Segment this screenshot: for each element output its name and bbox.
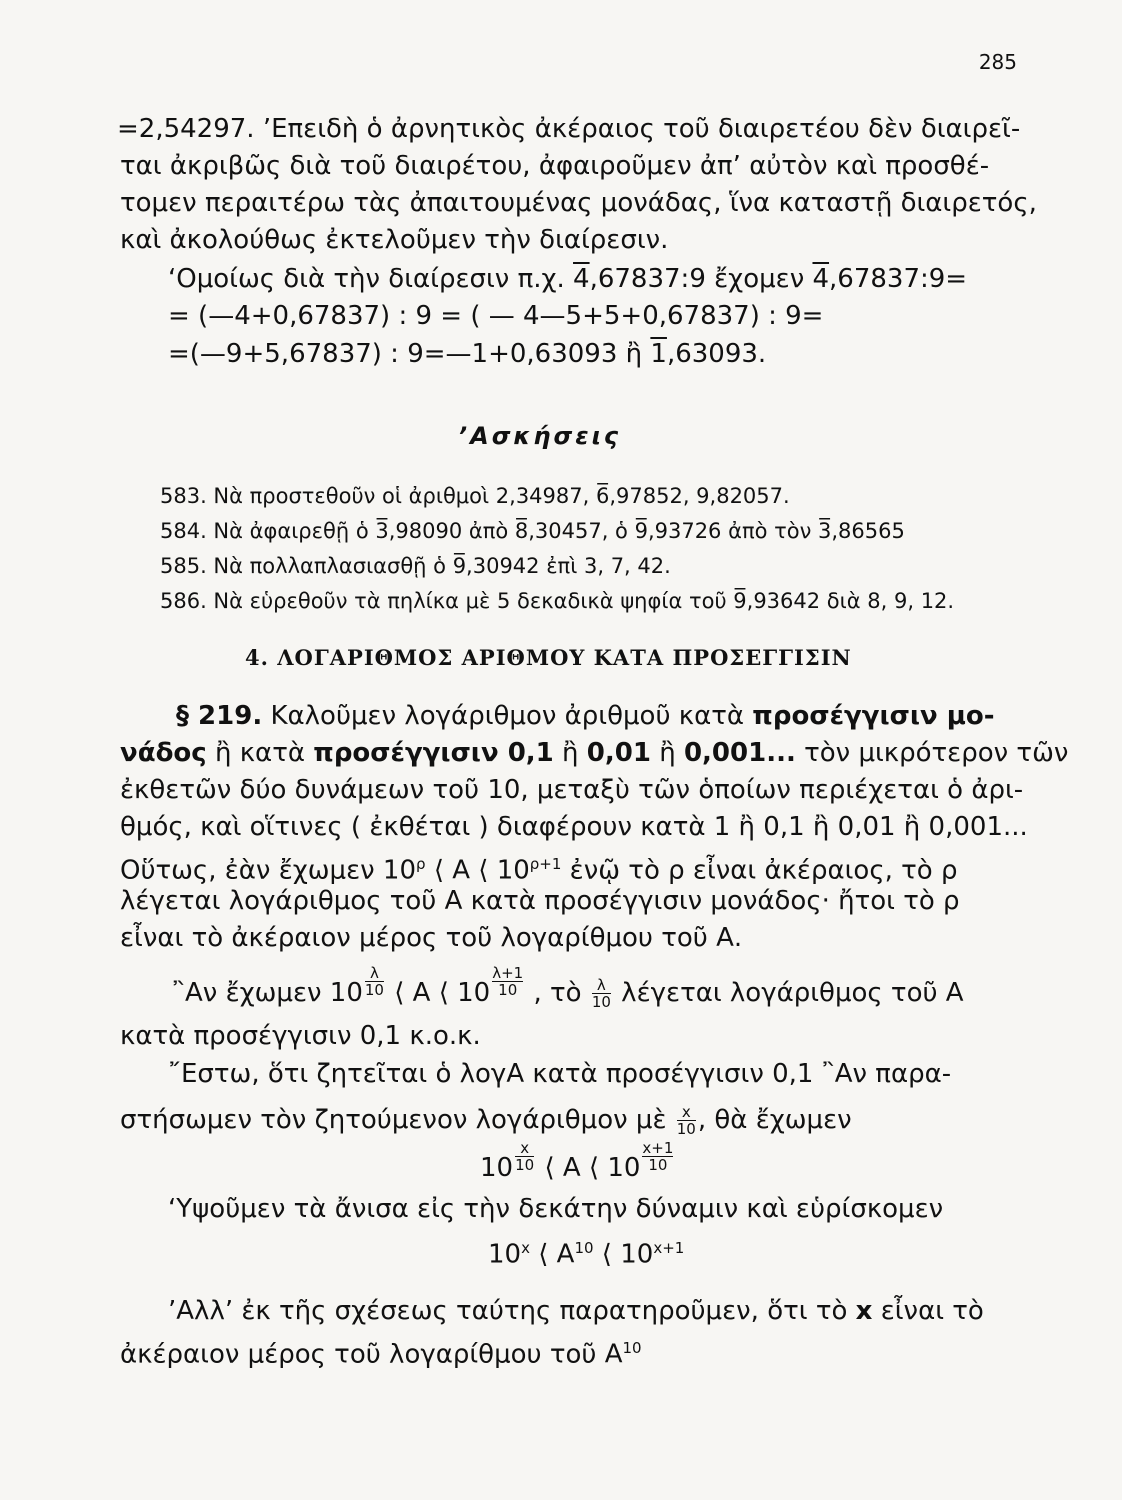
exercise-584: 584. Νὰ ἀφαιρεθῇ ὁ 3̅,98090 ἀπὸ 8̅,30457, ὁ 9̅,93726 ἀπὸ τὸν 3̅,86565	[160, 519, 905, 543]
estw-line2: στήσωμεν τὸν ζητούμενον λογάριθμον μὲ $\frac{x}{10}$ , θὰ ἔχωμεν	[120, 1103, 852, 1138]
s219-line7: εἶναι τὸ ἀκέραιον μέρος τοῦ λογαρίθμου τοῦ Α.	[120, 923, 743, 953]
s219-line2: νάδος ἢ κατὰ προσέγγισιν 0,1 ἢ 0,01 ἢ 0,001... τὸν μικρότερον τῶν	[120, 738, 1069, 768]
ypsoumen-line: ‘Υψοῦμεν τὰ ἄνισα εἰς τὴν δεκάτην δύναμιν καὶ εὑρίσκομεν	[168, 1194, 944, 1224]
para1-line2: ται ἀκριβῶς διὰ τοῦ διαιρέτου, ἀφαιροῦμεν ἀπ’ αὐτὸν καὶ προσθέ-	[120, 151, 990, 181]
s219-line3: ἐκθετῶν δύο δυνάμεων τοῦ 10, μεταξὺ τῶν ὁποίων περιέχεται ὁ ἀρι-	[120, 775, 1024, 805]
page-number: 285	[978, 50, 1017, 74]
equation-2: 10$^x$ ⟨ $A^{10}$ ⟨ $10^{x+1}$	[488, 1239, 685, 1270]
para1-line1: =2,54297. ’Επειδὴ ὁ ἀρνητικὸς ἀκέραιος τοῦ διαιρετέου δὲν διαιρεῖ-	[117, 114, 1021, 144]
para2-line3: =(—9+5,67837) : 9=—1+0,63093 ἢ 1,63093.	[168, 339, 767, 369]
exercise-585: 585. Νὰ πολλαπλασιασθῇ ὁ 9̅,30942 ἐπὶ 3, 7, 42.	[160, 554, 671, 578]
exercises-heading: ’Ασκήσεις	[458, 422, 622, 450]
para2-line1: ‘Ομοίως διὰ τὴν διαίρεσιν π.χ. 4,67837:9 ἔχομεν 4,67837:9=	[168, 264, 968, 294]
s219-line6: λέγεται λογάριθμος τοῦ Α κατὰ προσέγγισιν μονάδος· ἤτοι τὸ ρ	[120, 886, 960, 916]
para1-line4: καὶ ἀκολούθως ἐκτελοῦμεν τὴν διαίρεσιν.	[120, 225, 669, 255]
exercise-583: 583. Νὰ προστεθοῦν οἱ ἀριθμοὶ 2,34987, 6̅,97852, 9,82057.	[160, 484, 790, 508]
an-line2: κατὰ προσέγγισιν 0,1 κ.ο.κ.	[120, 1021, 481, 1051]
s219-line1: § 219. Καλοῦμεν λογάριθμον ἀριθμοῦ κατὰ προσέγγισιν μο-	[176, 701, 995, 731]
para1-line3: τομεν περαιτέρω τὰς ἀπαιτουμένας μονάδας, ἵνα καταστῇ διαιρετός,	[120, 188, 1037, 218]
an-line1: ῍Αν ἔχωμεν 10 $\frac{\lambda}{10}$ ⟨ Α ⟨ 10 $\frac{\lambda+1}{10}$ , τὸ $\frac{\lambda}{10}$ λέγεται λογάριθμος τοῦ Α	[172, 964, 964, 1011]
final-line2: ἀκέραιον μέρος τοῦ λογαρίθμου τοῦ $A^{10}$	[120, 1339, 642, 1370]
final-line1: ’Αλλ’ ἐκ τῆς σχέσεως ταύτης παρατηροῦμεν, ὅτι τὸ x εἶναι τὸ	[168, 1296, 984, 1326]
section-title: 4. ΛΟΓΑΡΙΘΜΟΣ ΑΡΙΘΜΟΥ ΚΑΤΑ ΠΡΟΣΕΓΓΙΣΙΝ	[245, 645, 852, 670]
para2-line2: = (—4+0,67837) : 9 = ( — 4—5+5+0,67837) : 9=	[168, 301, 824, 331]
s219-line4: θμός, καὶ οἵτινες ( ἐκθέται ) διαφέρουν κατὰ 1 ἢ 0,1 ἢ 0,01 ἢ 0,001...	[120, 812, 1028, 842]
exercise-586: 586. Νὰ εὑρεθοῦν τὰ πηλίκα μὲ 5 δεκαδικὰ ψηφία τοῦ 9̅,93642 διὰ 8, 9, 12.	[160, 589, 955, 613]
s219-line5: Οὕτως, ἐὰν ἔχωμεν $10^\rho$ ⟨ Α ⟨ $10^{\rho+1}$ ἐνῷ τὸ ρ εἶναι ἀκέραιος, τὸ ρ	[120, 855, 958, 886]
equation-1: 10 $\frac{x}{10}$ ⟨ Α ⟨ 10 $\frac{x+1}{10}$	[480, 1139, 674, 1183]
estw-line1: ῎Εστω, ὅτι ζητεῖται ὁ λογΑ κατὰ προσέγγισιν 0,1 ῍Αν παρα-	[168, 1059, 952, 1089]
